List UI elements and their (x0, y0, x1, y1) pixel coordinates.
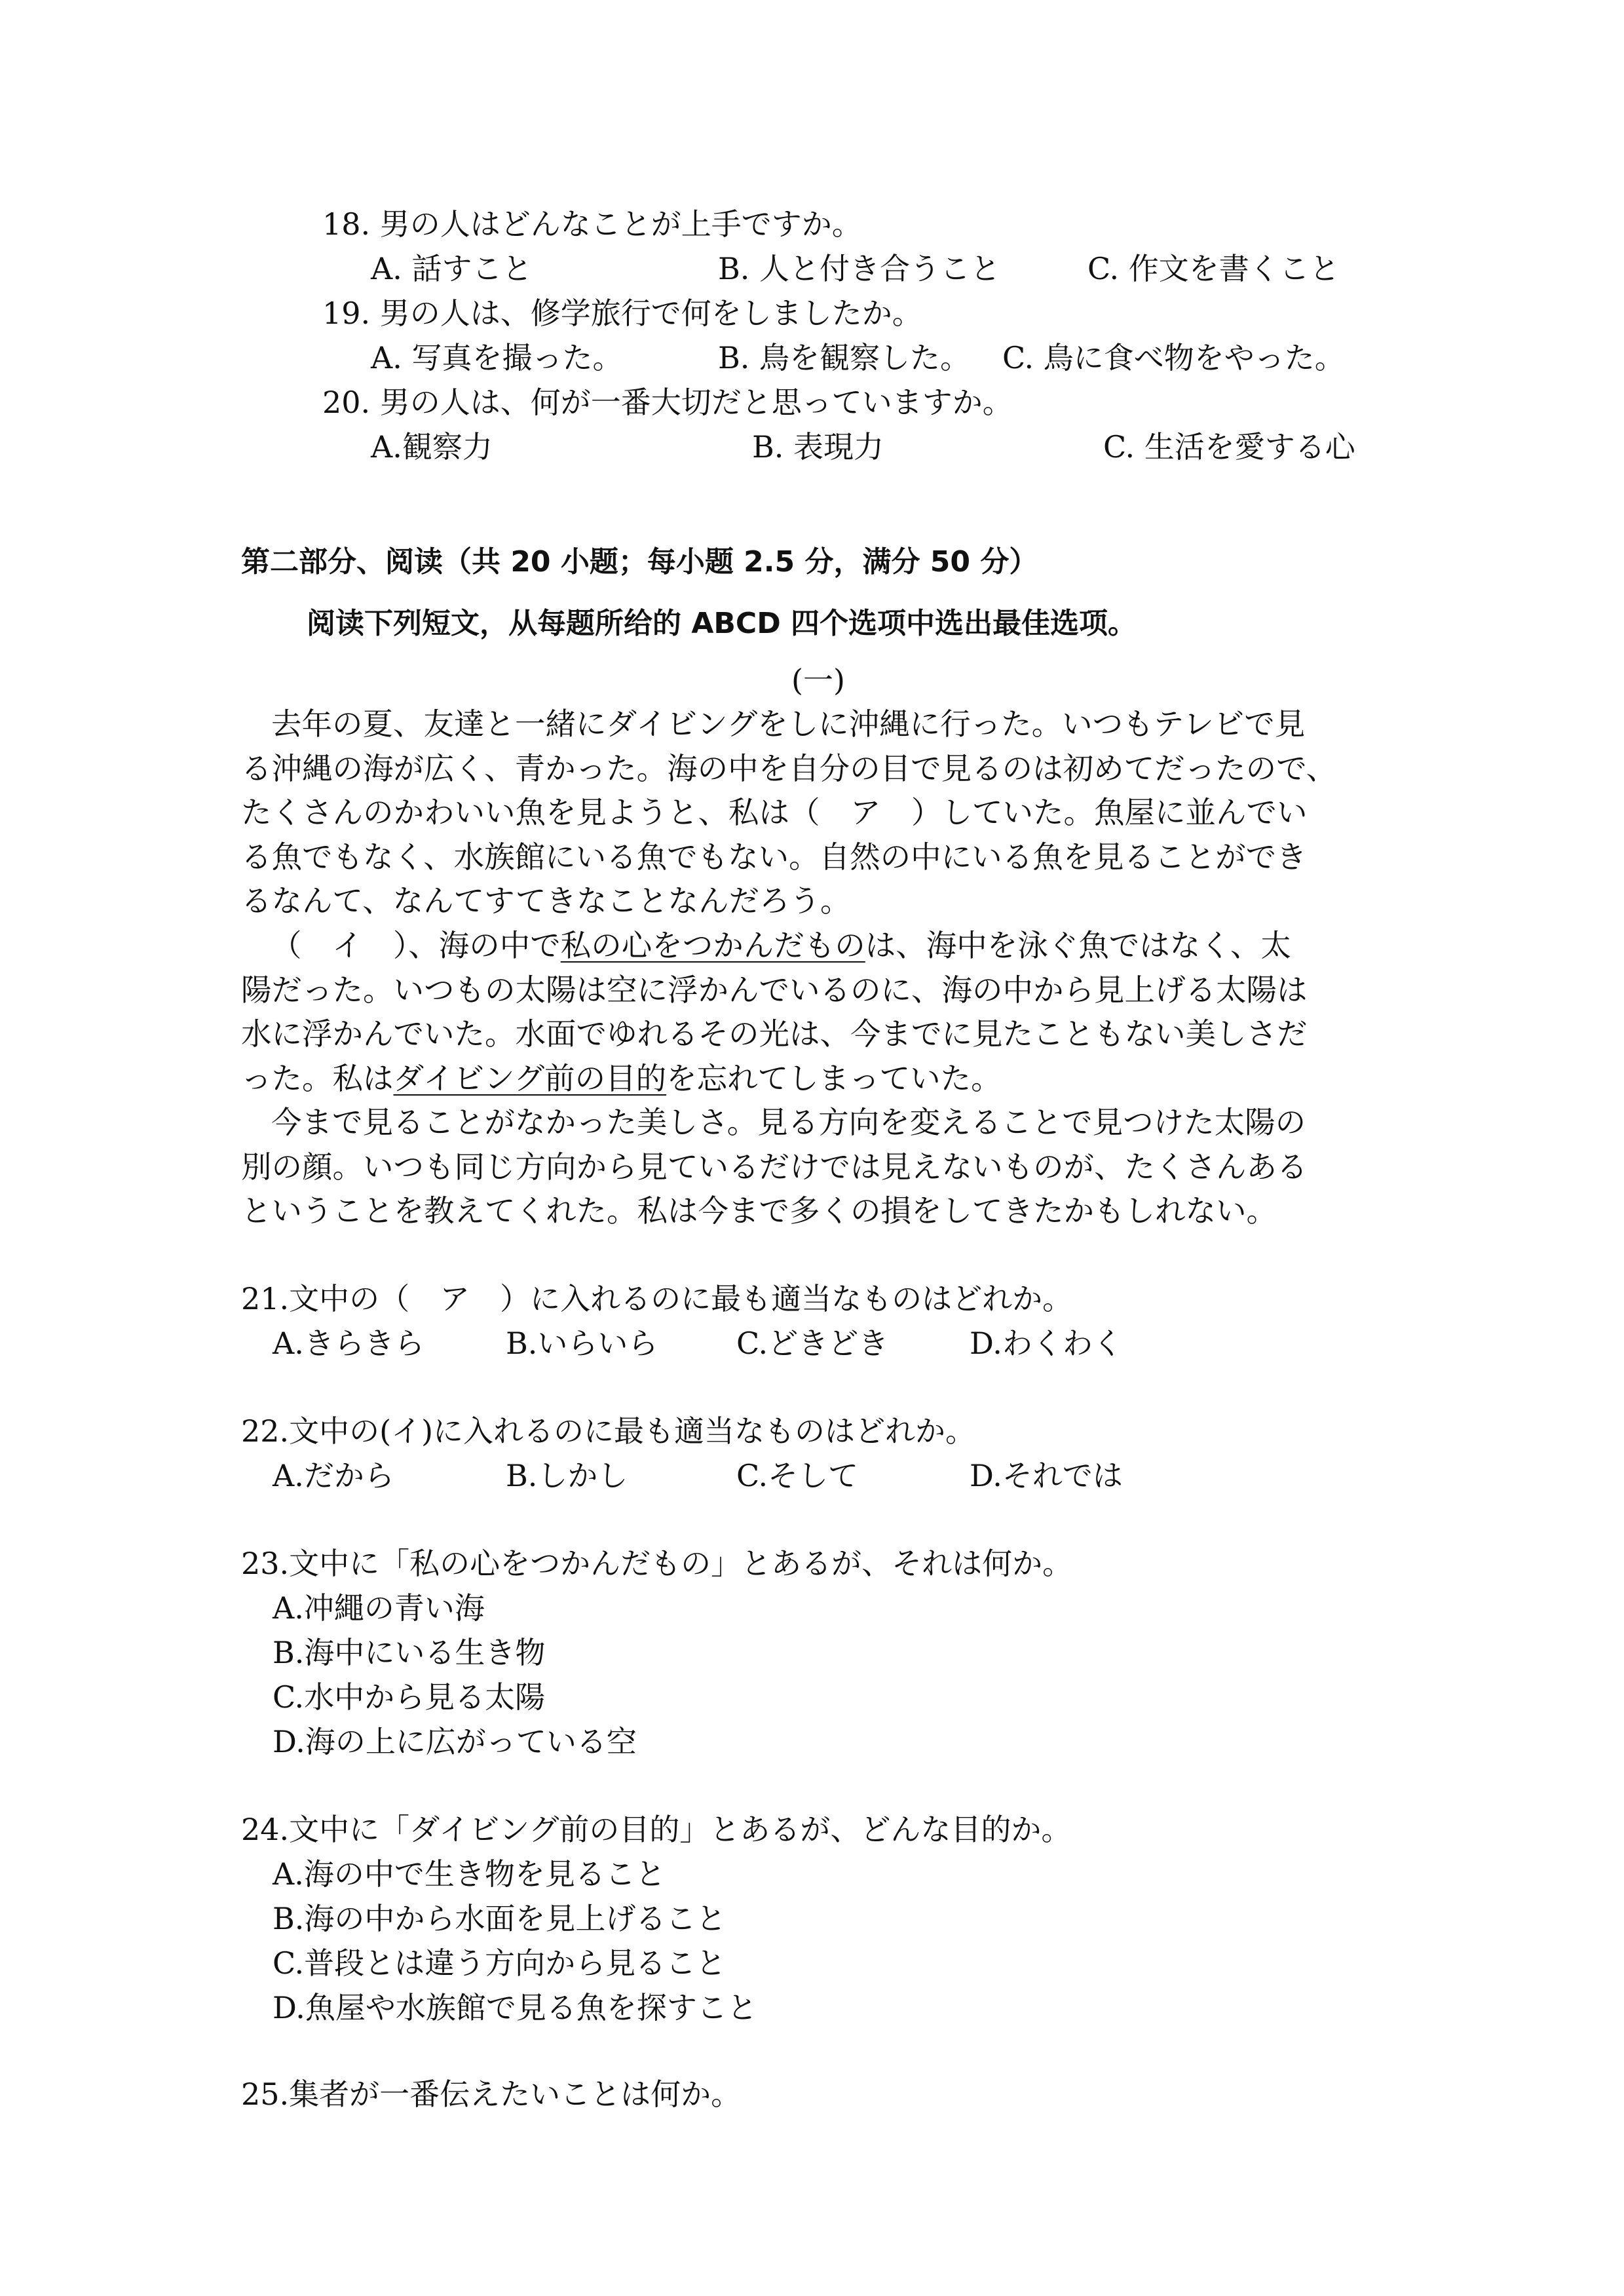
section-title: 第二部分、阅读（共 20 小题；每小题 2.5 分，满分 50 分） (241, 545, 1038, 579)
passage-line: 水に浮かんでいた。水面でゆれるその光は、今までに見たこともない美しさだ (241, 1016, 1308, 1052)
passage-line: る沖縄の海が広く、青かった。海の中を自分の目で見るのは初めてだったので、 (241, 750, 1337, 786)
q24-stem: 24.文中に「ダイビング前の目的」とあるが、どんな目的か。 (241, 1812, 1072, 1847)
q24-option-b: B.海の中から水面を見上げること (273, 1901, 727, 1936)
section-instruction: 阅读下列短文，从每题所给的 ABCD 四个选项中选出最佳选项。 (307, 607, 1137, 640)
passage-text: は、海中を泳ぐ魚ではなく、太 (865, 928, 1291, 963)
passage-text: った。私は (241, 1060, 394, 1096)
passage-line: る魚でもなく、水族館にいる魚でもない。自然の中にいる魚を見ることができ (241, 839, 1307, 875)
passage-text: を忘れてしまっていた。 (666, 1060, 1002, 1096)
q19-stem: 19. 男の人は、修学旅行で何をしましたか。 (322, 296, 922, 331)
q21-option-c: C.どきどき (736, 1326, 889, 1361)
q18-option-a: A. 話すこと (371, 251, 533, 286)
q21-option-a: A.きらきら (273, 1326, 425, 1361)
q18-option-c: C. 作文を書くこと (1087, 251, 1340, 286)
q23-option-d: D.海の上に広がっている空 (273, 1724, 637, 1759)
q20-option-a: A.観察力 (371, 429, 493, 465)
q24-option-d: D.魚屋や水族館で見る魚を探すこと (273, 1990, 757, 2025)
passage-line: るなんて、なんてすてきなことなんだろう。 (241, 883, 851, 919)
q19-option-b: B. 鳥を観察した。 (718, 340, 971, 375)
passage-line: たくさんのかわいい魚を見ようと、私は（ ア ）していた。魚屋に並んでい (241, 795, 1308, 830)
q20-option-b: B. 表現力 (752, 429, 884, 465)
passage-line: 別の顔。いつも同じ方向から見ているだけでは見えないものが、たくさんある (241, 1149, 1308, 1185)
passage-paragraph-2 (241, 924, 1394, 1101)
q25-stem: 25.集者が一番伝えたいことは何か。 (241, 2076, 742, 2112)
passage-line: ということを教えてくれた。私は今まで多くの損をしてきたかもしれない。 (241, 1193, 1277, 1229)
underlined-phrase-1: 私の心をつかんだもの (560, 928, 865, 963)
passage-text: （ イ ）、海の中で (271, 928, 561, 963)
q22-option-a: A.だから (273, 1458, 394, 1493)
q20-stem: 20. 男の人は、何が一番大切だと思っていますか。 (322, 385, 1013, 420)
q21-stem: 21.文中の（ ア ）に入れるのに最も適当なものはどれか。 (241, 1281, 1073, 1316)
passage-line (241, 1057, 1394, 1101)
q23-option-a: A.冲繩の青い海 (273, 1590, 485, 1626)
q18-stem: 18. 男の人はどんなことが上手ですか。 (322, 206, 862, 242)
passage-paragraph-3 (241, 1101, 1394, 1234)
q24-option-c: C.普段とは違う方向から見ること (273, 1945, 727, 1981)
passage-paragraph-1 (241, 702, 1394, 924)
q21-option-d: D.わくわく (970, 1326, 1123, 1361)
q23-option-b: B.海中にいる生き物 (273, 1635, 546, 1670)
q18-option-b: B. 人と付き合うこと (718, 251, 1001, 286)
passage-line: 今まで見ることがなかった美しさ。見る方向を変えることで見つけた太陽の (271, 1105, 1306, 1140)
q24-option-a: A.海の中で生き物を見ること (273, 1856, 666, 1892)
passage-number: (一) (791, 662, 845, 698)
passage-line: 去年の夏、友達と一緒にダイビングをしに沖縄に行った。いつもテレビで見 (271, 706, 1306, 742)
q23-option-c: C.水中から見る太陽 (273, 1679, 546, 1715)
q22-option-b: B.しかし (506, 1458, 628, 1493)
q19-option-c: C. 鳥に食べ物をやった。 (1002, 340, 1345, 375)
q22-stem: 22.文中の(イ)に入れるのに最も適当なものはどれか。 (241, 1413, 976, 1449)
q21-option-b: B.いらいら (506, 1326, 658, 1361)
q19-option-a: A. 写真を撮った。 (371, 340, 623, 375)
passage-line (241, 924, 1394, 968)
passage-line: 陽だった。いつもの太陽は空に浮かんでいるのに、海の中から見上げる太陽は (241, 972, 1308, 1008)
q23-stem: 23.文中に「私の心をつかんだもの」とあるが、それは何か。 (241, 1546, 1073, 1581)
q22-option-c: C.そして (736, 1458, 859, 1493)
underlined-phrase-2: ダイビング前の目的 (393, 1060, 667, 1096)
q20-option-c: C. 生活を愛する心 (1103, 429, 1355, 465)
q22-option-d: D.それでは (970, 1458, 1123, 1493)
